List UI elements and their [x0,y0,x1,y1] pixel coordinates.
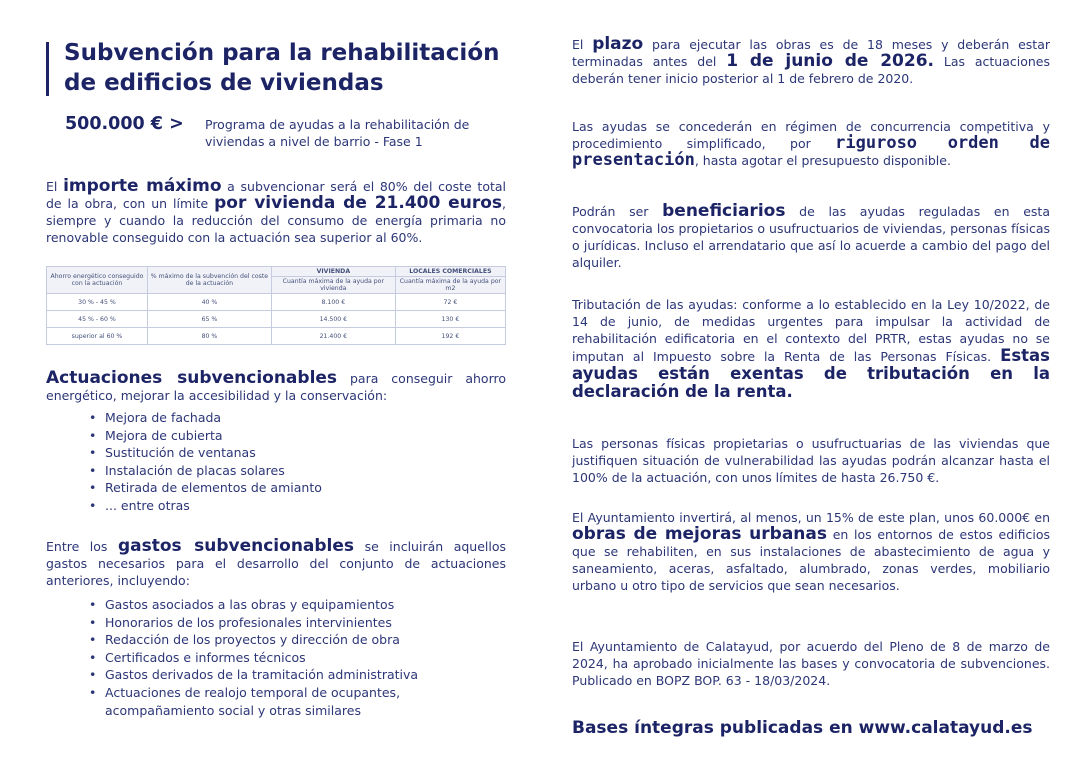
list-item: • Redacción de los proyectos y dirección de obra [86,631,506,649]
text: , hasta agotar el presupuesto disponible. [694,153,951,168]
list-item: • Mejora de cubierta [86,427,506,445]
table-cell: 21.400 € [271,328,395,345]
text: a subvencionar será el 80% del coste total de la obra, con un límite [46,179,506,211]
text: El Ayuntamiento invertirá, al menos, un 15% de este plan, unos 60.000€ en [572,510,1050,525]
concurrencia-paragraph [572,118,1050,169]
header-ahorro: Ahorro energético conseguido con la actuación [47,267,148,294]
page-title: Subvención para la rehabilitación de edificios de viviendas [64,40,500,96]
table-row [47,294,506,311]
list-item: • Honorarios de los profesionales intervinientes [86,614,506,632]
beneficiarios-paragraph [572,203,1050,271]
importe-paragraph [46,178,506,246]
header-locales-sub: Cuantía máxima de la ayuda por m2 [395,277,505,294]
text: en los entornos de estos edificios que se rehabiliten, en sus instalaciones de abastecimiento de agua y saneamiento, aceras, asfaltado, alumbrado, zonas verdes, mobiliario urbano u otro tipo de servicios que sean necesarios. [572,527,1050,593]
mejoras-highlight: obras de mejoras urbanas [572,524,828,544]
list-item: • Certificados e informes técnicos [86,649,506,667]
beneficiarios-highlight: beneficiarios [662,201,786,221]
table-cell: 65 % [147,311,271,328]
fecha-highlight: 1 de junio de 2026. [726,51,935,71]
table-cell: 80 % [147,328,271,345]
vulnerabilidad-paragraph: Las personas físicas propietarias o usufructuarias de las viviendas que justifiquen situación de vulnerabilidad las ayudas podrán alcanzar hasta el 100% de la actuación, con unos límites de hasta 26.750 €. [572,436,1050,485]
plazo-paragraph [572,36,1050,87]
orden-highlight: riguroso orden de presentación [572,133,1050,170]
table-cell: 72 € [395,294,505,311]
table-cell: 30 % - 45 % [47,294,148,311]
list-item: • Gastos asociados a las obras y equipamientos [86,596,506,614]
text: se incluirán aquellos gastos necesarios para el desarrollo del conjunto de actuaciones anteriores, incluyendo: [46,539,507,588]
actuaciones-highlight: Actuaciones subvencionables [46,368,338,388]
text: de las ayudas reguladas en esta convocatoria los propietarios o usufructuarios de viviendas, personas físicas o jurídicas. Incluso el arrendatario que así lo acuerde a cambio del pago del alquiler. [572,204,1050,270]
list-item: • Mejora de fachada [86,409,506,427]
table-cell: superior al 60 % [47,328,148,345]
text: El [572,37,593,52]
text: El [46,179,64,194]
ayudas-table [46,266,506,345]
text: Las ayudas se concederán en régimen de concurrencia competitiva y procedimiento simplificado, por [572,119,1050,151]
header-vivienda: VIVIENDA [271,267,395,277]
text: Podrán ser [572,204,663,219]
table-cell: 45 % - 60 % [47,311,148,328]
limite-highlight: por vivienda de 21.400 euros [214,193,503,213]
program-name: Programa de ayudas a la rehabilitación de viviendas a nivel de barrio - Fase 1 [205,117,470,149]
header-locales: LOCALES COMERCIALES [395,267,505,277]
bases-link[interactable]: Bases íntegras publicadas en www.calatayud.es [572,718,1033,738]
ayuntamiento-paragraph [572,509,1050,594]
list-item: • Instalación de placas solares [86,462,506,480]
text: Entre los [46,539,118,554]
exentas-highlight: Estas ayudas están exentas de tributación en la declaración de la renta. [572,346,1050,401]
table-cell: 192 € [395,328,505,345]
actuaciones-paragraph [46,370,506,404]
text: para conseguir ahorro energético, mejorar la accesibilidad y la conservación: [46,371,506,403]
gastos-list [86,596,506,719]
plazo-highlight: plazo [592,34,644,54]
list-item: • Actuaciones de realojo temporal de ocupantes, acompañamiento social y otras similares [86,684,506,719]
header-porcentaje: % máximo de la subvención del coste de la actuación [147,267,271,294]
gastos-paragraph [46,538,506,589]
table-cell: 8.100 € [271,294,395,311]
list-item: • ... entre otras [86,497,506,515]
tributacion-paragraph [572,296,1050,401]
list-item: • Sustitución de ventanas [86,444,506,462]
actuaciones-list [86,409,506,514]
pleno-paragraph: El Ayuntamiento de Calatayud, por acuerdo del Pleno de 8 de marzo de 2024, ha aprobado inicialmente las bases y convocatoria de subvenciones. Publicado en BOPZ BOP. 63 - 18/03/2024. [572,639,1050,688]
text: para ejecutar las obras es de 18 meses y deberán estar terminadas antes del [572,37,1050,69]
text: , siempre y cuando la reducción del consumo de energía primaria no renovable conseguido con la actuación sea superior al 60%. [46,196,506,245]
title-accent-bar [46,42,49,96]
table-cell: 130 € [395,311,505,328]
gastos-highlight: gastos subvencionables [117,536,355,556]
funding-amount: 500.000 € > [65,114,184,134]
list-item: • Gastos derivados de la tramitación administrativa [86,666,506,684]
header-vivienda-sub: Cuantía máxima de la ayuda por vivienda [271,277,395,294]
importe-highlight: importe máximo [63,176,222,196]
text: Tributación de las ayudas: conforme a lo establecido en la Ley 10/2022, de 14 de junio, de medidas urgentes para impulsar la actividad de rehabilitación edificatoria en el contexto del PRTR, estas ayudas no se imputan al Impuesto sobre la Renta de las Personas Físicas. [572,297,1050,364]
text: Las actuaciones deberán tener inicio posterior al 1 de febrero de 2020. [572,54,1051,86]
table-cell: 40 % [147,294,271,311]
list-item: • Retirada de elementos de amianto [86,479,506,497]
table-cell: 14.500 € [271,311,395,328]
table-row [47,311,506,328]
table-row [47,328,506,345]
